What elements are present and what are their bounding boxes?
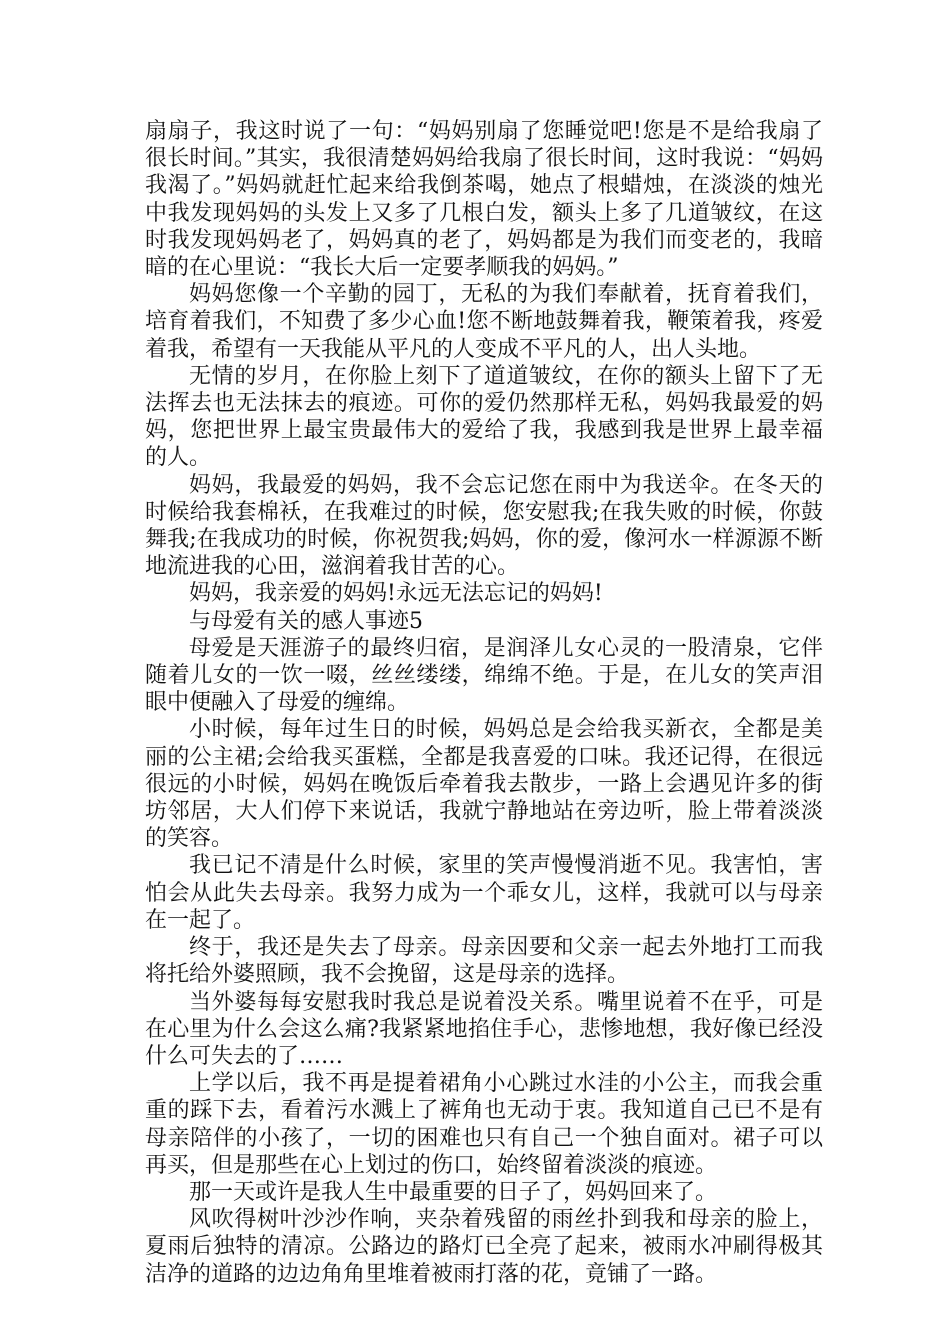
paragraph-4: 妈妈，我最爱的妈妈，我不会忘记您在雨中为我送伞。在冬天的时候给我套棉袄，在我难过的时候，您安慰我;在我失败的时候，你鼓舞我;在我成功的时候，你祝贺我;妈妈，你的爱，像河水一样源源不断地流进我的心田，滋润着我甘苦的心。 [145, 472, 823, 580]
paragraph-2: 妈妈您像一个辛勤的园丁，无私的为我们奉献着，抚育着我们，培育着我们，不知费了多少心血!您不断地鼓舞着我，鞭策着我，疼爱着我，希望有一天我能从平凡的人变成不平凡的人，出人头地。 [145, 282, 823, 362]
section-heading: 与母爱有关的感人事迹5 [189, 608, 423, 634]
paragraph-7: 母爱是天涯游子的最终归宿，是润泽儿女心灵的一股清泉，它伴随着儿女的一饮一啜，丝丝缕缕，绵绵不绝。于是，在儿女的笑声泪眼中便融入了母爱的缠绵。 [145, 635, 823, 716]
document-body [145, 118, 823, 1288]
paragraph-10: 终于，我还是失去了母亲。母亲因要和父亲一起去外地打工而我将托给外婆照顾，我不会挽留，这是母亲的选择。 [145, 935, 823, 988]
paragraph-1: 扇扇子，我这时说了一句：“妈妈别扇了您睡觉吧!您是不是给我扇了很长时间。”其实，我很清楚妈妈给我扇了很长时间，这时我说：“妈妈我渴了。”妈妈就赶忙起来给我倒茶喝，她点了根蜡烛，在淡淡的烛光中我发现妈妈的头发上又多了几根白发，额头上多了几道皱纹，在这时我发现妈妈老了，妈妈真的老了，妈妈都是为我们而变老的，我暗暗的在心里说：“我长大后一定要孝顺我的妈妈。” [145, 119, 823, 281]
paragraph-14: 风吹得树叶沙沙作响，夹杂着残留的雨丝扑到我和母亲的脸上，夏雨后独特的清凉。公路边的路灯已全亮了起来，被雨水冲刷得极其洁净的道路的边边角角里堆着被雨打落的花，竟铺了一路。 [145, 1207, 823, 1287]
paragraph-9: 我已记不清是什么时候，家里的笑声慢慢消逝不见。我害怕，害怕会从此失去母亲。我努力成为一个乖女儿，这样，我就可以与母亲在一起了。 [145, 853, 823, 933]
paragraph-12: 上学以后，我不再是提着裙角小心跳过水洼的小公主，而我会重重的踩下去，看着污水溅上了裤角也无动于衷。我知道自己已不是有母亲陪伴的小孩了，一切的困难也只有自己一个独自面对。裙子可以再买，但是那些在心上划过的伤口，始终留着淡淡的痕迹。 [145, 1071, 823, 1178]
paragraph-11: 当外婆每每安慰我时我总是说着没关系。嘴里说着不在乎，可是在心里为什么会这么痛?我紧紧地掐住手心，悲惨地想，我好像已经没什么可失去的了…… [145, 989, 823, 1069]
paragraph-3: 无情的岁月，在你脸上刻下了道道皱纹，在你的额头上留下了无法挥去也无法抹去的痕迹。可你的爱仍然那样无私，妈妈我最爱的妈妈，您把世界上最宝贵最伟大的爱给了我，我感到我是世界上最幸福的人。 [145, 363, 823, 471]
paragraph-8: 小时候，每年过生日的时候，妈妈总是会给我买新衣，全都是美丽的公主裙;会给我买蛋糕，全都是我喜爱的口味。我还记得，在很远很远的小时候，妈妈在晚饭后牵着我去散步，一路上会遇见许多的街坊邻居，大人们停下来说话，我就宁静地站在旁边听，脸上带着淡淡的笑容。 [145, 717, 823, 852]
paragraph-13: 那一天或许是我人生中最重要的日子了，妈妈回来了。 [189, 1179, 718, 1205]
paragraph-5: 妈妈，我亲爱的妈妈!永远无法忘记的妈妈! [189, 581, 603, 607]
